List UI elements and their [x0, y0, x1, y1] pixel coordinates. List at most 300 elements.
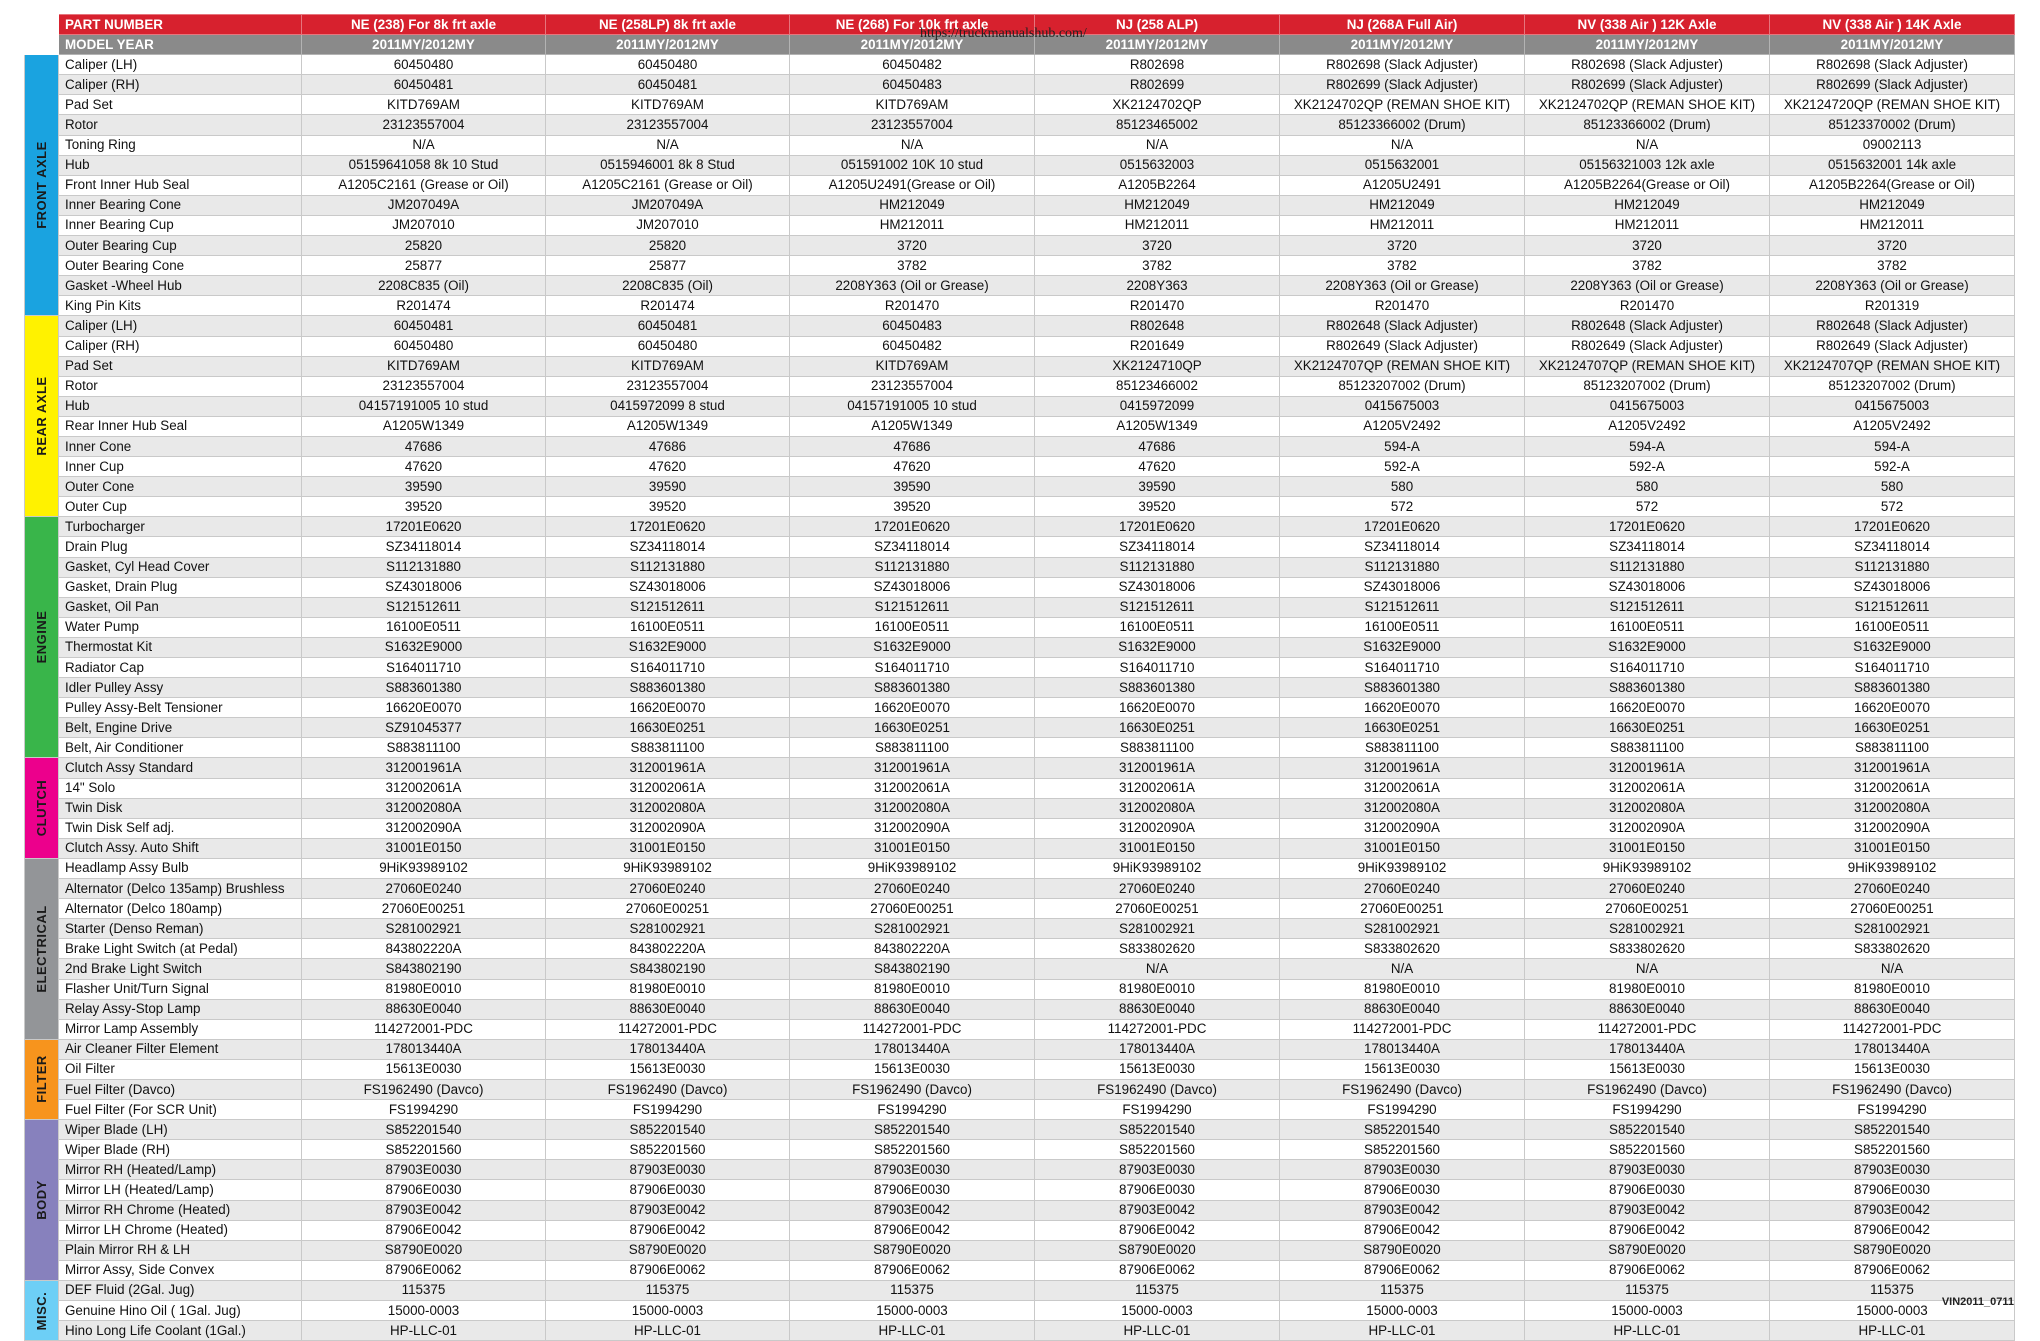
part-name-cell: Outer Cone — [59, 477, 302, 497]
part-number-cell: 312002080A — [1770, 798, 2015, 818]
part-number-cell: 23123557004 — [302, 376, 546, 396]
part-number-cell: S112131880 — [302, 557, 546, 577]
part-name-cell: Hino Long Life Coolant (1Gal.) — [59, 1321, 302, 1341]
part-number-cell: S8790E0020 — [546, 1240, 790, 1260]
part-number-cell: 27060E0240 — [546, 879, 790, 899]
part-number-cell: 16630E0251 — [790, 718, 1035, 738]
part-number-cell: A1205W1349 — [302, 416, 546, 436]
part-number-cell: 27060E0240 — [790, 879, 1035, 899]
part-number-cell: 114272001-PDC — [546, 1019, 790, 1039]
part-number-cell: 27060E0240 — [302, 879, 546, 899]
part-number-cell: S8790E0020 — [302, 1240, 546, 1260]
part-number-cell: 60450480 — [302, 55, 546, 75]
table-row — [25, 738, 2015, 758]
part-number-cell: 843802220A — [790, 939, 1035, 959]
part-number-cell: S833802620 — [1525, 939, 1770, 959]
table-row — [25, 195, 2015, 215]
part-number-cell: R802648 — [1035, 316, 1280, 336]
part-name-cell: Caliper (RH) — [59, 75, 302, 95]
part-number-cell: JM207010 — [302, 215, 546, 235]
part-name-cell: King Pin Kits — [59, 296, 302, 316]
part-number-cell: 60450480 — [302, 336, 546, 356]
part-name-cell: Inner Cone — [59, 436, 302, 456]
parts-table — [24, 14, 2015, 1341]
part-number-cell: 27060E00251 — [1035, 899, 1280, 919]
part-number-cell: S121512611 — [302, 597, 546, 617]
part-number-cell: 87903E0042 — [1525, 1200, 1770, 1220]
part-number-cell: 87906E0062 — [1280, 1260, 1525, 1280]
part-number-cell: S883601380 — [1770, 678, 2015, 698]
part-number-cell: 87906E0030 — [1280, 1180, 1525, 1200]
part-number-cell: 27060E00251 — [1770, 899, 2015, 919]
part-number-cell: 27060E0240 — [1770, 879, 2015, 899]
part-name-cell: Starter (Denso Reman) — [59, 919, 302, 939]
part-number-cell: 15000-0003 — [1280, 1301, 1525, 1321]
part-number-cell: 60450482 — [790, 55, 1035, 75]
section-label-cell — [25, 1280, 59, 1340]
part-name-cell: Mirror LH Chrome (Heated) — [59, 1220, 302, 1240]
part-number-cell: 2208C835 (Oil) — [302, 276, 546, 296]
part-number-cell: 17201E0620 — [1770, 517, 2015, 537]
table-row — [25, 457, 2015, 477]
part-number-cell: 87906E0062 — [302, 1260, 546, 1280]
part-number-cell: 16100E0511 — [1525, 617, 1770, 637]
model-year-cell: 2011MY/2012MY — [1035, 35, 1280, 55]
part-number-cell: 87903E0030 — [1770, 1160, 2015, 1180]
part-number-cell: 39520 — [546, 497, 790, 517]
part-number-cell: HM212049 — [1770, 195, 2015, 215]
part-number-cell: S843802190 — [546, 959, 790, 979]
part-number-cell: 178013440A — [546, 1039, 790, 1059]
part-number-cell: 23123557004 — [302, 115, 546, 135]
part-name-cell: Outer Bearing Cup — [59, 236, 302, 256]
model-header: NE (258LP) 8k frt axle — [546, 15, 790, 35]
part-number-cell: S281002921 — [1525, 919, 1770, 939]
part-number-cell: 81980E0010 — [1770, 979, 2015, 999]
part-number-cell: HM212049 — [790, 195, 1035, 215]
table-row — [25, 135, 2015, 155]
part-name-cell: Air Cleaner Filter Element — [59, 1039, 302, 1059]
part-number-cell: 312002090A — [302, 818, 546, 838]
part-number-cell: 0415972099 8 stud — [546, 396, 790, 416]
table-row — [25, 999, 2015, 1019]
part-number-cell: SZ34118014 — [546, 537, 790, 557]
part-number-cell: 592-A — [1525, 457, 1770, 477]
part-name-cell: Rear Inner Hub Seal — [59, 416, 302, 436]
part-number-cell: 312002061A — [1035, 778, 1280, 798]
part-number-cell: 16620E0070 — [1770, 698, 2015, 718]
table-row — [25, 577, 2015, 597]
part-number-cell: SZ34118014 — [1280, 537, 1525, 557]
part-number-cell: FS1994290 — [1525, 1100, 1770, 1120]
part-number-cell: S164011710 — [302, 658, 546, 678]
part-number-cell: 114272001-PDC — [1770, 1019, 2015, 1039]
part-number-cell: 15613E0030 — [1770, 1059, 2015, 1079]
table-row — [25, 1220, 2015, 1240]
table-row — [25, 858, 2015, 878]
part-name-cell: Gasket -Wheel Hub — [59, 276, 302, 296]
part-number-cell: R201470 — [790, 296, 1035, 316]
part-number-cell: R201649 — [1035, 336, 1280, 356]
part-number-cell: XK2124707QP (REMAN SHOE KIT) — [1770, 356, 2015, 376]
part-number-cell: 87906E0030 — [1770, 1180, 2015, 1200]
part-number-cell: 580 — [1280, 477, 1525, 497]
part-number-cell: FS1994290 — [1035, 1100, 1280, 1120]
part-number-cell: S883811100 — [1280, 738, 1525, 758]
part-number-cell: 25877 — [302, 256, 546, 276]
section-label: REAR AXLE — [33, 376, 49, 456]
part-number-cell: 47686 — [546, 436, 790, 456]
part-number-cell: 87903E0042 — [1280, 1200, 1525, 1220]
part-number-cell: 312002090A — [1770, 818, 2015, 838]
part-number-cell: 0515632003 — [1035, 155, 1280, 175]
part-number-cell: S852201560 — [546, 1140, 790, 1160]
part-number-cell: 312002090A — [1035, 818, 1280, 838]
part-number-cell: 15000-0003 — [1525, 1301, 1770, 1321]
part-number-cell: 17201E0620 — [1525, 517, 1770, 537]
part-number-cell: 114272001-PDC — [1035, 1019, 1280, 1039]
part-number-cell: S883601380 — [790, 678, 1035, 698]
table-row — [25, 356, 2015, 376]
part-number-cell: 592-A — [1770, 457, 2015, 477]
part-number-cell: 3720 — [1280, 236, 1525, 256]
part-number-cell: S1632E9000 — [1770, 637, 2015, 657]
model-header: NJ (258 ALP) — [1035, 15, 1280, 35]
table-row — [25, 1160, 2015, 1180]
part-number-cell: 25877 — [546, 256, 790, 276]
part-number-cell: 15613E0030 — [1035, 1059, 1280, 1079]
part-name-cell: Toning Ring — [59, 135, 302, 155]
part-number-cell: 15000-0003 — [1770, 1301, 2015, 1321]
part-number-cell: R802698 — [1035, 55, 1280, 75]
part-number-cell: S833802620 — [1035, 939, 1280, 959]
header-corner — [25, 35, 59, 55]
table-row — [25, 899, 2015, 919]
part-number-cell: S121512611 — [1035, 597, 1280, 617]
table-row — [25, 236, 2015, 256]
part-number-cell: 60450483 — [790, 75, 1035, 95]
part-number-cell: 3782 — [790, 256, 1035, 276]
part-name-cell: Turbocharger — [59, 517, 302, 537]
part-number-cell: FS1962490 (Davco) — [1035, 1079, 1280, 1099]
part-number-cell: 0415675003 — [1280, 396, 1525, 416]
part-name-cell: Brake Light Switch (at Pedal) — [59, 939, 302, 959]
part-number-cell: S883811100 — [302, 738, 546, 758]
model-year-cell: 2011MY/2012MY — [302, 35, 546, 55]
table-row — [25, 316, 2015, 336]
part-number-cell: A1205U2491 — [1280, 175, 1525, 195]
part-number-cell: 60450482 — [790, 336, 1035, 356]
part-number-cell: SZ34118014 — [1035, 537, 1280, 557]
part-number-cell: R201474 — [546, 296, 790, 316]
part-number-cell: 0515632001 — [1280, 155, 1525, 175]
part-number-cell: 87906E0042 — [1280, 1220, 1525, 1240]
part-number-cell: KITD769AM — [546, 95, 790, 115]
part-number-cell: S164011710 — [1280, 658, 1525, 678]
table-row — [25, 276, 2015, 296]
part-number-cell: 051591002 10K 10 stud — [790, 155, 1035, 175]
part-name-cell: Mirror RH (Heated/Lamp) — [59, 1160, 302, 1180]
part-number-cell: S843802190 — [302, 959, 546, 979]
part-number-cell: 115375 — [790, 1280, 1035, 1300]
part-number-cell: S883601380 — [1035, 678, 1280, 698]
part-number-cell: 312001961A — [546, 758, 790, 778]
part-number-cell: FS1994290 — [1770, 1100, 2015, 1120]
part-number-cell: KITD769AM — [546, 356, 790, 376]
model-header: NE (268) For 10k frt axle — [790, 15, 1035, 35]
part-number-cell: 312002080A — [1280, 798, 1525, 818]
part-number-cell: S852201560 — [1035, 1140, 1280, 1160]
part-number-cell: 3720 — [1525, 236, 1770, 256]
part-number-cell: S121512611 — [1525, 597, 1770, 617]
part-number-cell: 312001961A — [1280, 758, 1525, 778]
part-number-cell: 312002080A — [546, 798, 790, 818]
part-number-cell: 16100E0511 — [790, 617, 1035, 637]
part-number-cell: 25820 — [302, 236, 546, 256]
part-number-cell: 16630E0251 — [1770, 718, 2015, 738]
part-number-cell: R802649 (Slack Adjuster) — [1280, 336, 1525, 356]
table-row — [25, 818, 2015, 838]
section-label-cell — [25, 1039, 59, 1119]
part-number-cell: 312001961A — [1035, 758, 1280, 778]
part-number-cell: 87906E0042 — [1770, 1220, 2015, 1240]
part-name-cell: Mirror LH (Heated/Lamp) — [59, 1180, 302, 1200]
part-number-cell: 2208C835 (Oil) — [546, 276, 790, 296]
part-number-cell: 178013440A — [1035, 1039, 1280, 1059]
part-number-cell: 9HiK93989102 — [1280, 858, 1525, 878]
part-number-cell: S121512611 — [1280, 597, 1525, 617]
table-row — [25, 698, 2015, 718]
part-number-cell: 9HiK93989102 — [546, 858, 790, 878]
part-number-cell: XK2124707QP (REMAN SHOE KIT) — [1525, 356, 1770, 376]
part-number-cell: 594-A — [1280, 436, 1525, 456]
part-name-cell: Alternator (Delco 135amp) Brushless — [59, 879, 302, 899]
part-name-cell: Outer Bearing Cone — [59, 256, 302, 276]
part-number-cell: A1205V2492 — [1770, 416, 2015, 436]
part-number-cell: 87903E0030 — [1035, 1160, 1280, 1180]
part-number-cell: 15613E0030 — [1280, 1059, 1525, 1079]
part-number-cell: N/A — [790, 135, 1035, 155]
part-number-cell: S164011710 — [546, 658, 790, 678]
part-number-cell: 39520 — [1035, 497, 1280, 517]
part-name-cell: Headlamp Assy Bulb — [59, 858, 302, 878]
part-name-cell: Drain Plug — [59, 537, 302, 557]
part-number-cell: 87906E0062 — [790, 1260, 1035, 1280]
part-number-cell: 60450481 — [546, 75, 790, 95]
table-row — [25, 1120, 2015, 1140]
model-year-cell: 2011MY/2012MY — [790, 35, 1035, 55]
part-number-cell: FS1994290 — [790, 1100, 1035, 1120]
part-number-cell: 87903E0042 — [546, 1200, 790, 1220]
part-number-cell: 60450480 — [546, 55, 790, 75]
part-number-cell: 31001E0150 — [302, 838, 546, 858]
part-number-cell: 580 — [1770, 477, 2015, 497]
part-number-cell: S1632E9000 — [790, 637, 1035, 657]
part-number-cell: 3720 — [790, 236, 1035, 256]
part-name-cell: Inner Cup — [59, 457, 302, 477]
part-number-cell: S164011710 — [1035, 658, 1280, 678]
part-number-cell: 27060E00251 — [790, 899, 1035, 919]
part-number-cell: 23123557004 — [546, 115, 790, 135]
part-number-cell: 60450480 — [546, 336, 790, 356]
part-number-cell: S164011710 — [790, 658, 1035, 678]
part-name-cell: Rotor — [59, 115, 302, 135]
part-number-cell: 312002080A — [302, 798, 546, 818]
part-number-cell: 16620E0070 — [1035, 698, 1280, 718]
part-number-cell: SZ43018006 — [1525, 577, 1770, 597]
table-row — [25, 1140, 2015, 1160]
section-label-cell — [25, 517, 59, 758]
part-number-cell: 31001E0150 — [546, 838, 790, 858]
part-number-cell: S112131880 — [1770, 557, 2015, 577]
part-number-cell: SZ34118014 — [790, 537, 1035, 557]
part-number-cell: 87903E0030 — [302, 1160, 546, 1180]
part-number-cell: 39520 — [790, 497, 1035, 517]
part-name-cell: Mirror Assy, Side Convex — [59, 1260, 302, 1280]
part-number-cell: 47620 — [1035, 457, 1280, 477]
table-row — [25, 296, 2015, 316]
part-number-cell: S8790E0020 — [790, 1240, 1035, 1260]
part-number-cell: 27060E00251 — [1525, 899, 1770, 919]
part-number-cell: 16620E0070 — [790, 698, 1035, 718]
table-row — [25, 617, 2015, 637]
part-number-cell: 312002061A — [1770, 778, 2015, 798]
part-number-cell: N/A — [1035, 135, 1280, 155]
part-number-cell: 312001961A — [790, 758, 1035, 778]
part-number-cell: HP-LLC-01 — [790, 1321, 1035, 1341]
table-row — [25, 95, 2015, 115]
part-number-cell: SZ43018006 — [790, 577, 1035, 597]
part-name-cell: Pad Set — [59, 356, 302, 376]
part-number-cell: 15000-0003 — [790, 1301, 1035, 1321]
table-row — [25, 416, 2015, 436]
part-number-cell: FS1962490 (Davco) — [546, 1079, 790, 1099]
part-number-cell: 178013440A — [302, 1039, 546, 1059]
part-number-cell: 312002090A — [790, 818, 1035, 838]
part-number-cell: 39520 — [302, 497, 546, 517]
part-number-cell: 16620E0070 — [1525, 698, 1770, 718]
part-name-cell: Front Inner Hub Seal — [59, 175, 302, 195]
part-number-cell: S883811100 — [546, 738, 790, 758]
model-year-cell: 2011MY/2012MY — [1770, 35, 2015, 55]
part-name-cell: Mirror Lamp Assembly — [59, 1019, 302, 1039]
part-number-cell: A1205B2264(Grease or Oil) — [1525, 175, 1770, 195]
part-number-cell: 312002080A — [1035, 798, 1280, 818]
table-row — [25, 879, 2015, 899]
part-number-cell: SZ43018006 — [302, 577, 546, 597]
table-row — [25, 75, 2015, 95]
part-name-cell: Radiator Cap — [59, 658, 302, 678]
section-label-cell — [25, 1120, 59, 1281]
part-number-cell: 15613E0030 — [790, 1059, 1035, 1079]
part-number-cell: 115375 — [1035, 1280, 1280, 1300]
part-number-cell: 178013440A — [1770, 1039, 2015, 1059]
part-number-cell: S883601380 — [546, 678, 790, 698]
part-number-cell: 87903E0030 — [1525, 1160, 1770, 1180]
part-number-cell: JM207049A — [546, 195, 790, 215]
part-number-cell: A1205U2491(Grease or Oil) — [790, 175, 1035, 195]
part-number-cell: S852201540 — [302, 1120, 546, 1140]
part-number-cell: 39590 — [546, 477, 790, 497]
model-header: NV (338 Air ) 14K Axle — [1770, 15, 2015, 35]
part-number-cell: 88630E0040 — [790, 999, 1035, 1019]
part-number-cell: 87906E0062 — [546, 1260, 790, 1280]
part-name-cell: Twin Disk — [59, 798, 302, 818]
part-number-cell: 85123366002 (Drum) — [1280, 115, 1525, 135]
part-number-cell: SZ43018006 — [1280, 577, 1525, 597]
part-number-cell: S121512611 — [790, 597, 1035, 617]
section-label: BODY — [33, 1180, 49, 1220]
part-number-cell: 16620E0070 — [302, 698, 546, 718]
part-number-cell: HP-LLC-01 — [1525, 1321, 1770, 1341]
part-number-cell: 88630E0040 — [546, 999, 790, 1019]
part-number-cell: 3782 — [1525, 256, 1770, 276]
section-label: FILTER — [33, 1055, 49, 1104]
part-number-cell: HM212011 — [1525, 215, 1770, 235]
table-row — [25, 778, 2015, 798]
part-number-cell: 39590 — [302, 477, 546, 497]
part-number-cell: 25820 — [546, 236, 790, 256]
table-row — [25, 1019, 2015, 1039]
section-label-cell — [25, 758, 59, 858]
part-number-cell: N/A — [1280, 959, 1525, 979]
part-number-cell: R802698 (Slack Adjuster) — [1770, 55, 2015, 75]
part-number-cell: 16630E0251 — [1525, 718, 1770, 738]
part-number-cell: SZ43018006 — [546, 577, 790, 597]
part-number-cell: 312002090A — [546, 818, 790, 838]
part-number-cell: R802698 (Slack Adjuster) — [1525, 55, 1770, 75]
part-number-cell: 09002113 — [1770, 135, 2015, 155]
part-number-cell: HM212049 — [1280, 195, 1525, 215]
part-number-cell: R802648 (Slack Adjuster) — [1770, 316, 2015, 336]
part-number-cell: N/A — [1035, 959, 1280, 979]
part-number-cell: 312002061A — [1280, 778, 1525, 798]
part-number-cell: 31001E0150 — [1035, 838, 1280, 858]
part-number-cell: 15613E0030 — [302, 1059, 546, 1079]
part-number-cell: HM212011 — [1280, 215, 1525, 235]
part-number-cell: 312002090A — [1525, 818, 1770, 838]
part-number-cell: 178013440A — [790, 1039, 1035, 1059]
part-number-cell: 81980E0010 — [790, 979, 1035, 999]
part-number-cell: 312001961A — [302, 758, 546, 778]
part-number-cell: 85123366002 (Drum) — [1525, 115, 1770, 135]
part-number-cell: 3720 — [1770, 236, 2015, 256]
watermark-url: https://truckmanualshub.com/ — [920, 26, 1087, 41]
part-number-cell: HP-LLC-01 — [302, 1321, 546, 1341]
part-number-cell: 31001E0150 — [1525, 838, 1770, 858]
table-row — [25, 215, 2015, 235]
part-number-cell: S1632E9000 — [546, 637, 790, 657]
part-number-cell: N/A — [1280, 135, 1525, 155]
part-number-cell: 16620E0070 — [546, 698, 790, 718]
part-number-cell: R802649 (Slack Adjuster) — [1770, 336, 2015, 356]
part-number-cell: 85123465002 — [1035, 115, 1280, 135]
table-row — [25, 678, 2015, 698]
part-number-cell: 05156321003 12k axle — [1525, 155, 1770, 175]
part-number-cell: 114272001-PDC — [1280, 1019, 1525, 1039]
part-number-cell: 16100E0511 — [1280, 617, 1525, 637]
part-number-cell: S883601380 — [1280, 678, 1525, 698]
part-number-cell: 85123207002 (Drum) — [1770, 376, 2015, 396]
part-number-cell: 17201E0620 — [546, 517, 790, 537]
part-number-cell: 115375 — [546, 1280, 790, 1300]
model-header: NE (238) For 8k frt axle — [302, 15, 546, 35]
table-row — [25, 959, 2015, 979]
part-number-cell: 17201E0620 — [790, 517, 1035, 537]
part-number-cell: 0415675003 — [1525, 396, 1770, 416]
part-number-cell: 115375 — [1280, 1280, 1525, 1300]
part-name-cell: Genuine Hino Oil ( 1Gal. Jug) — [59, 1301, 302, 1321]
